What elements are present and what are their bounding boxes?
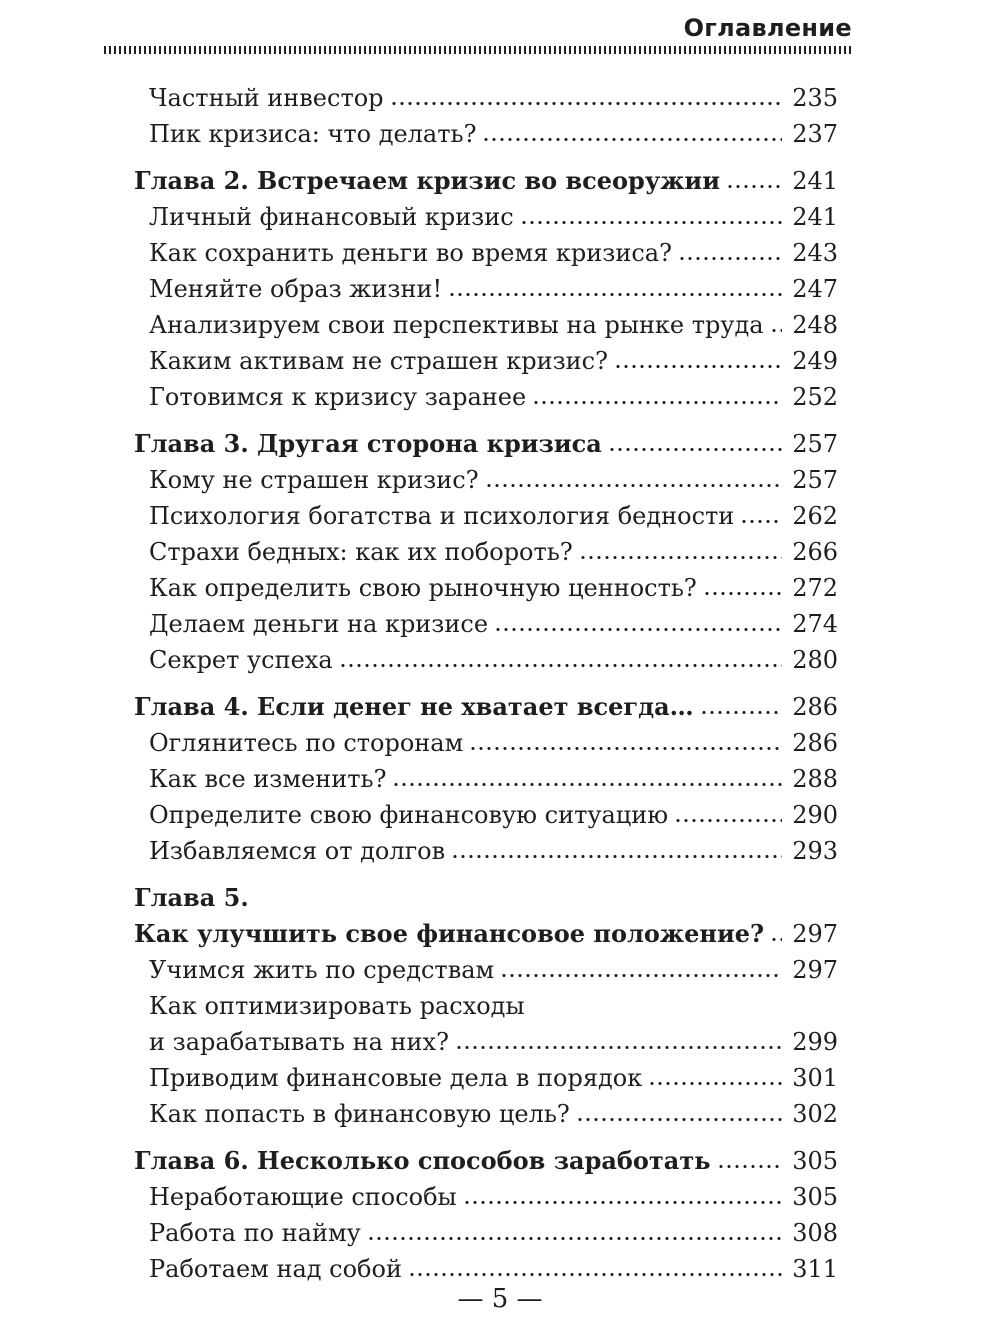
toc-page-number: 297 [792,920,838,948]
toc-page-number: 274 [792,610,838,638]
dot-leader [770,329,782,332]
toc-entry-title: Глава 4. Если денег не хватает всегда… [134,692,694,721]
toc-entry [134,1060,838,1096]
toc-entry [134,534,838,570]
toc-entry-title: Как определить свою рыночную ценность? [149,574,697,602]
toc-entry-title: Работаем над собой [149,1255,402,1283]
dot-leader [455,1046,782,1049]
dot-leader [576,1118,782,1121]
dot-leader [482,138,782,141]
toc-entry [134,379,838,415]
dot-leader [339,664,782,667]
dot-leader [532,401,782,404]
dot-leader [448,293,782,296]
toc-chapter-entry [134,163,838,199]
toc-page-number: 237 [792,120,838,148]
toc-entry-title: Оглянитесь по сторонам [149,729,464,757]
dot-leader [678,257,782,260]
toc-entry-title: и зарабатывать на них? [149,1028,449,1056]
dot-leader [463,1201,782,1204]
dot-leader [700,711,782,714]
dot-leader [608,448,782,451]
toc-entry [134,498,838,534]
toc-page-number: 311 [792,1255,838,1283]
toc-entry [134,1096,838,1132]
toc-entry [134,116,838,152]
toc-page-number: 280 [792,646,838,674]
toc-entry-title: Как все изменить? [149,765,387,793]
toc-page-number: 247 [792,275,838,303]
toc-entry-title: Неработающие способы [149,1183,457,1211]
dot-leader [740,520,782,523]
toc-entry [134,725,838,761]
toc-chapter-entry [134,426,838,462]
toc-entry [134,199,838,235]
dot-leader [520,221,782,224]
toc-page-number: 297 [792,956,838,984]
dot-leader [703,592,782,595]
dot-leader [469,747,782,750]
toc-page-number: 290 [792,801,838,829]
dot-leader [408,1273,782,1276]
toc-chapter-heading-line: Глава 5. [134,883,249,912]
dot-leader [726,185,782,188]
toc-entry-title: Готовимся к кризису заранее [149,383,527,411]
toc-entry-title: Частный инвестор [149,84,384,112]
toc-entry [134,1215,838,1251]
dot-leader [367,1237,782,1240]
page-number: — 5 — [457,1284,543,1314]
toc-entry [134,1179,838,1215]
toc-entry [134,761,838,797]
dot-leader [579,556,782,559]
dot-leader [674,819,782,822]
toc-page-number: 241 [792,167,838,195]
toc-page-number: 257 [792,430,838,458]
toc-entry-title: Секрет успеха [149,646,333,674]
toc-entry-title: Определите свою финансовую ситуацию [149,801,669,829]
toc-page-number: 299 [792,1028,838,1056]
dot-leader [717,1165,783,1168]
toc-entry [134,271,838,307]
toc-entry-title: Личный финансовый кризис [149,203,514,231]
toc-page-number: 249 [792,347,838,375]
toc-entry-title: Каким активам не страшен кризис? [149,347,608,375]
toc-entry [134,235,838,271]
toc-entry [134,1024,838,1060]
toc-page-number: 266 [792,538,838,566]
toc-page-number: 305 [792,1183,838,1211]
toc-entry [134,642,838,678]
toc-entry-title: Страхи бедных: как их побороть? [149,538,573,566]
toc-entry-title: Учимся жить по средствам [149,956,495,984]
toc-chapter-entry [134,916,838,952]
toc-entry-title: Глава 3. Другая сторона кризиса [134,429,602,458]
toc-chapter-entry [134,1143,838,1179]
dot-leader [614,365,782,368]
toc-entry-title: Приводим финансовые дела в порядок [149,1064,643,1092]
toc-entry-title: Работа по найму [149,1219,361,1247]
toc-entry-title: Меняйте образ жизни! [149,275,443,303]
toc-page-number: 257 [792,466,838,494]
toc-entry-title: Анализируем свои перспективы на рынке труда [149,311,764,339]
dot-leader [500,974,782,977]
toc-page-number: 305 [792,1147,838,1175]
running-head-title: Оглавление [683,14,852,42]
table-of-contents [134,80,838,1287]
toc-entry-title-line: Как оптимизировать расходы [149,992,525,1020]
toc-page-number: 241 [792,203,838,231]
toc-page-number: 308 [792,1219,838,1247]
toc-entry-title: Пик кризиса: что делать? [149,120,477,148]
header-dotted-rule [104,46,852,54]
toc-entry-title: Делаем деньги на кризисе [149,610,489,638]
toc-entry [134,833,838,869]
toc-chapter-entry [134,689,838,725]
dot-leader [648,1082,782,1085]
dot-leader [390,102,782,105]
toc-page-number: 235 [792,84,838,112]
toc-entry [134,570,838,606]
toc-entry [134,1251,838,1287]
toc-page-number: 288 [792,765,838,793]
dot-leader [494,628,782,631]
toc-entry-title: Психология богатства и психология бедности [149,502,735,530]
dot-leader [392,783,782,786]
toc-page-number: 243 [792,239,838,267]
toc-page-number: 302 [792,1100,838,1128]
toc-entry-title: Как улучшить свое финансовое положение? [134,919,765,948]
dot-leader [770,938,782,941]
toc-entry [134,462,838,498]
toc-page-number: 286 [792,729,838,757]
dot-leader [451,855,782,858]
toc-page-number: 272 [792,574,838,602]
dot-leader [485,484,782,487]
toc-page-number: 262 [792,502,838,530]
toc-page-number: 286 [792,693,838,721]
toc-entry-title: Как попасть в финансовую цель? [149,1100,570,1128]
toc-entry [134,343,838,379]
toc-entry [134,307,838,343]
toc-entry-title: Кому не страшен кризис? [149,466,479,494]
toc-page-number: 293 [792,837,838,865]
toc-entry [134,797,838,833]
toc-page-number: 301 [792,1064,838,1092]
toc-entry-title: Глава 2. Встречаем кризис во всеоружии [134,166,721,195]
toc-entry-title: Избавляемся от долгов [149,837,446,865]
toc-entry [134,80,838,116]
toc-entry [134,606,838,642]
toc-page-number: 248 [792,311,838,339]
toc-page-number: 252 [792,383,838,411]
toc-entry [134,952,838,988]
toc-entry-title: Глава 6. Несколько способов заработать [134,1146,711,1175]
toc-entry-title: Как сохранить деньги во время кризиса? [149,239,672,267]
